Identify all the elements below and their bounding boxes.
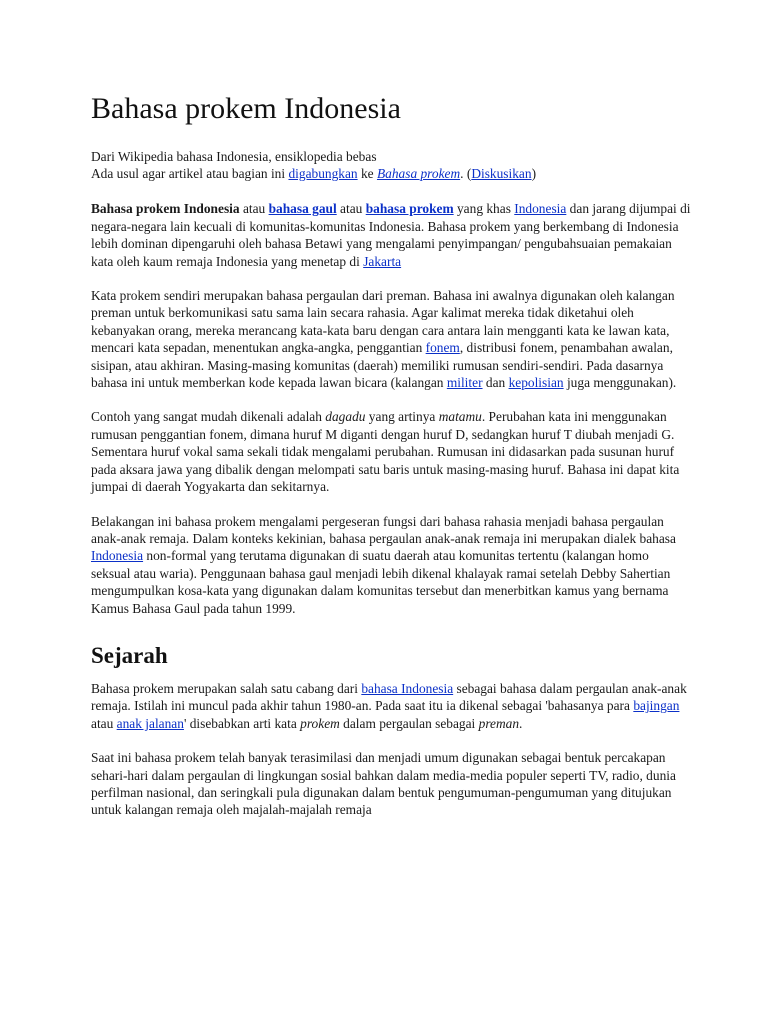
merge-link[interactable]: digabungkan [288,166,358,181]
link-anak-jalanan[interactable]: anak jalanan [116,715,184,731]
link-bahasa-gaul[interactable]: bahasa gaul [268,201,337,217]
link-bahasa-prokem[interactable]: bahasa prokem [365,201,454,217]
paragraph-sejarah-2: Saat ini bahasa prokem telah banyak terasimilasi dan menjadi umum digunakan sebagai bentuk percakapan sehari-hari dalam pergaulan di lingkungan sosial bahkan dalam media-media populer seperti TV, radio, dunia perfilman nasional, dan seringkali pula digunakan dalam bentuk pengumuman-pengumuman yang ditujukan untuk kalangan remaja oleh majalah-majalah remaja [91,750,676,818]
merge-notice: Ada usul agar artikel atau bagian ini digabungkan ke Bahasa prokem. (Diskusikan) [91,166,537,181]
link-militer[interactable]: militer [446,375,483,391]
paragraph-2: Kata prokem sendiri merupakan bahasa pergaulan dari preman. Bahasa ini awalnya digunakan oleh kalangan preman untuk berkomunikasi satu sama lain secara rahasia. Agar kalimat mereka tidak diketahui oleh kebanyakan orang, mereka merancang kata-kata baru dengan cara antara lain mengganti kata ke lawan kata, mencari kata sepadan, menentukan angka-angka, penggantian fonem, distribusi fonem, penambahan awalan, sisipan, atau akhiran. Masing-masing komunitas (daerah) memiliki rumusan sendiri-sendiri. Pada dasarnya bahasa ini untuk memberkan kode kepada lawan bicara (kalangan militer dan kepolisian juga menggunakan). [91,288,677,391]
target-article-link[interactable]: Bahasa prokem [376,166,461,181]
link-indonesia-2[interactable]: Indonesia [91,548,144,564]
subtitle: Dari Wikipedia bahasa Indonesia, ensiklopedia bebas [91,149,377,164]
section-heading-sejarah: Sejarah [91,642,168,668]
link-indonesia[interactable]: Indonesia [514,201,567,217]
paragraph-3: Contoh yang sangat mudah dikenali adalah dagadu yang artinya matamu. Perubahan kata ini menggunakan rumusan penggantian fonem, dimana huruf M diganti dengan huruf D, sedangkan huruf T diubah menjadi G. Sementara huruf vokal sama sekali tidak mengalami perubahan. Rumusan ini didasarkan pada susunan huruf pada aksara jawa yang dibalik dengan melompati satu baris untuk masing-masing huruf. Bahasa ini dapat kita jumpai di daerah Yogyakarta dan sekitarnya. [91,409,680,495]
page-title: Bahasa prokem Indonesia [91,92,401,125]
link-jakarta[interactable]: Jakarta [363,253,402,269]
paragraph-4: Belakangan ini bahasa prokem mengalami pergeseran fungsi dari bahasa rahasia menjadi bahasa pergaulan anak-anak remaja. Dalam konteks kekinian, bahasa pergaulan anak-anak remaja ini merupakan dialek bahasa Indonesia non-formal yang terutama digunakan di suatu daerah atau komunitas tertentu (kalangan homo seksual atau waria). Penggunaan bahasa gaul menjadi lebih dikenal khalayak ramai setelah Debby Sahertian mengumpulkan kosa-kata yang digunakan dalam komunitas tersebut dan menerbitkan kamus yang bernama Kamus Bahasa Gaul pada tahun 1999. [91,513,676,616]
discuss-link[interactable]: Diskusikan [471,166,532,181]
paragraph-intro: Bahasa prokem Indonesia atau bahasa gaul atau bahasa prokem yang khas Indonesia dan jarang dijumpai di negara-negara lain kecuali di komunitas-komunitas Indonesia. Bahasa prokem yang berkembang di Indonesia lebih dominan dipengaruhi oleh bahasa Betawi yang mengalami penyimpangan/ pengubahsuaian pemakaian kata oleh kaum remaja Indonesia yang menetap di Jakarta [91,201,691,269]
article-body [91,92,691,836]
paragraph-sejarah-1: Bahasa prokem merupakan salah satu cabang dari bahasa Indonesia sebagai bahasa dalam pergaulan anak-anak remaja. Istilah ini muncul pada akhir tahun 1980-an. Pada saat itu ia dikenal sebagai 'bahasanya para bajingan atau anak jalanan' disebabkan arti kata prokem dalam pergaulan sebagai preman. [91,680,687,731]
link-kepolisian[interactable]: kepolisian [508,375,564,391]
link-bajingan[interactable]: bajingan [633,698,680,714]
link-bahasa-indonesia[interactable]: bahasa Indonesia [361,680,454,696]
link-fonem[interactable]: fonem [425,340,460,356]
